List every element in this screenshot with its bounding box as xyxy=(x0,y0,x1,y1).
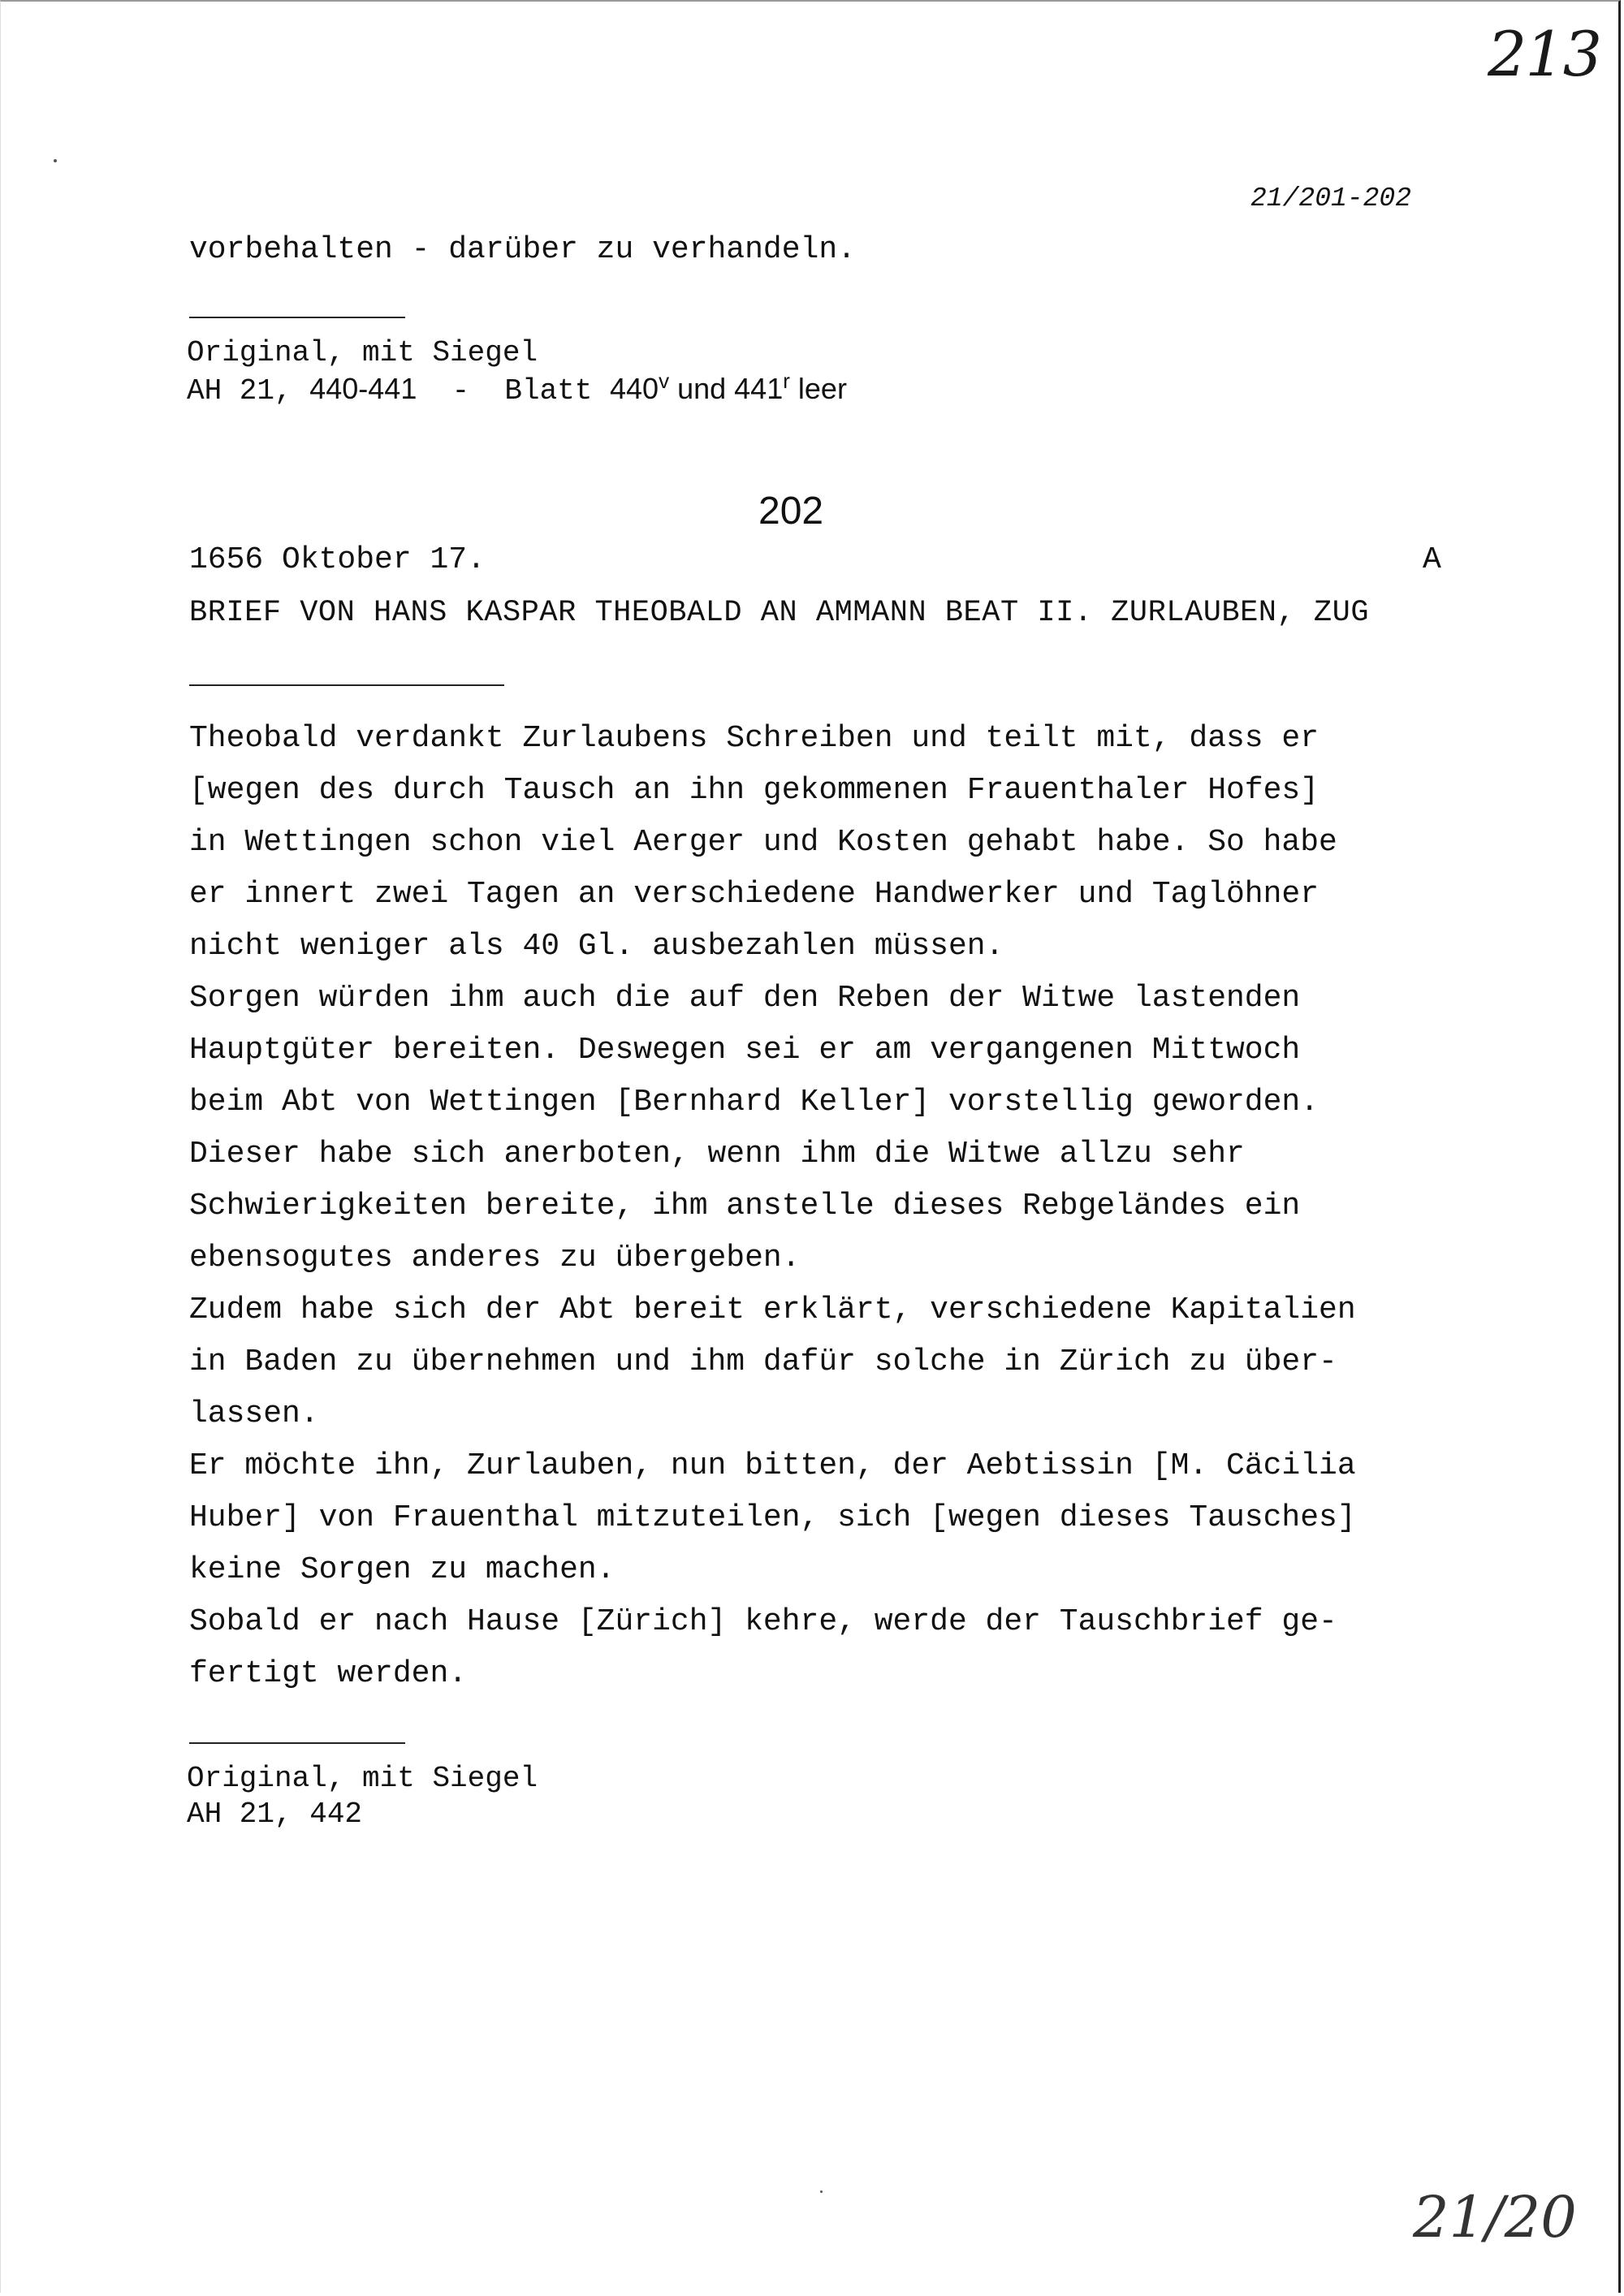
note-und: und xyxy=(669,372,735,405)
source-note-1-line2 xyxy=(187,369,847,408)
handwritten-folio-number: 213 xyxy=(1488,18,1601,90)
body-line: keine Sorgen zu machen. xyxy=(189,1552,615,1587)
footnote-rule-1 xyxy=(189,317,405,318)
continuation-line: vorbehalten - darüber zu verhandeln. xyxy=(189,232,856,267)
document-date: 1656 Oktober 17. xyxy=(189,542,486,577)
source-note-1-line1: Original, mit Siegel xyxy=(187,336,538,369)
note-archive-ref: AH 21, xyxy=(187,374,310,408)
note-separator: - Blatt xyxy=(417,374,610,408)
scan-speck xyxy=(54,159,57,162)
body-line: Schwierigkeiten bereite, ihm anstelle dieses Rebgeländes ein xyxy=(189,1189,1301,1224)
note-leaf-2: 441 xyxy=(734,372,784,405)
footnote-rule-2 xyxy=(189,1742,405,1744)
body-line: Sobald er nach Hause [Zürich] kehre, werde der Tauschbrief ge- xyxy=(189,1604,1337,1639)
body-line: Huber] von Frauenthal mitzuteilen, sich [wegen dieses Tausches] xyxy=(189,1500,1356,1535)
scan-speck xyxy=(820,2190,823,2193)
body-line: Sorgen würden ihm auch die auf den Reben der Witwe lastenden xyxy=(189,981,1301,1016)
body-line: Dieser habe sich anerboten, wenn ihm die Witwe allzu sehr xyxy=(189,1137,1245,1172)
note-leaf-1: 440 xyxy=(610,372,659,405)
body-line: nicht weniger als 40 Gl. ausbezahlen müssen. xyxy=(189,929,1004,964)
note-verso-mark: v xyxy=(659,369,670,393)
body-line: fertigt werden. xyxy=(189,1656,468,1691)
body-line: er innert zwei Tagen an verschiedene Handwerker und Taglöhner xyxy=(189,877,1320,912)
page-reference: 21/201-202 xyxy=(1250,183,1412,214)
body-line: beim Abt von Wettingen [Bernhard Keller] vorstellig geworden. xyxy=(189,1085,1320,1120)
body-line: Zudem habe sich der Abt bereit erklärt, verschiedene Kapitalien xyxy=(189,1293,1356,1327)
body-line: in Baden zu übernehmen und ihm dafür solche in Zürich zu über- xyxy=(189,1344,1337,1379)
document-number: 202 xyxy=(758,490,824,533)
body-line: in Wettingen schon viel Aerger und Kosten gehabt habe. So habe xyxy=(189,825,1337,860)
body-line: lassen. xyxy=(189,1396,319,1431)
letter-marker: A xyxy=(1423,542,1441,577)
body-line: [wegen des durch Tausch an ihn gekommenen Frauenthaler Hofes] xyxy=(189,773,1320,808)
handwritten-bottom-mark: 21/20 xyxy=(1413,2184,1577,2251)
source-note-2-line2: AH 21, 442 xyxy=(187,1798,363,1831)
note-page-range: 440-441 xyxy=(309,372,417,405)
heading-rule xyxy=(189,684,504,686)
source-note-2-line1: Original, mit Siegel xyxy=(187,1762,538,1795)
body-line: Er möchte ihn, Zurlauben, nun bitten, der Aebtissin [M. Cäcilia xyxy=(189,1448,1356,1483)
note-recto-mark: r xyxy=(783,369,790,393)
body-line: Hauptgüter bereiten. Deswegen sei er am vergangenen Mittwoch xyxy=(189,1033,1301,1068)
body-line: ebensogutes anderes zu übergeben. xyxy=(189,1241,801,1275)
body-line: Theobald verdankt Zurlaubens Schreiben und teilt mit, dass er xyxy=(189,721,1320,756)
note-leer: leer xyxy=(789,372,847,405)
document-heading: BRIEF VON HANS KASPAR THEOBALD AN AMMANN BEAT II. ZURLAUBEN, ZUG xyxy=(189,596,1370,630)
